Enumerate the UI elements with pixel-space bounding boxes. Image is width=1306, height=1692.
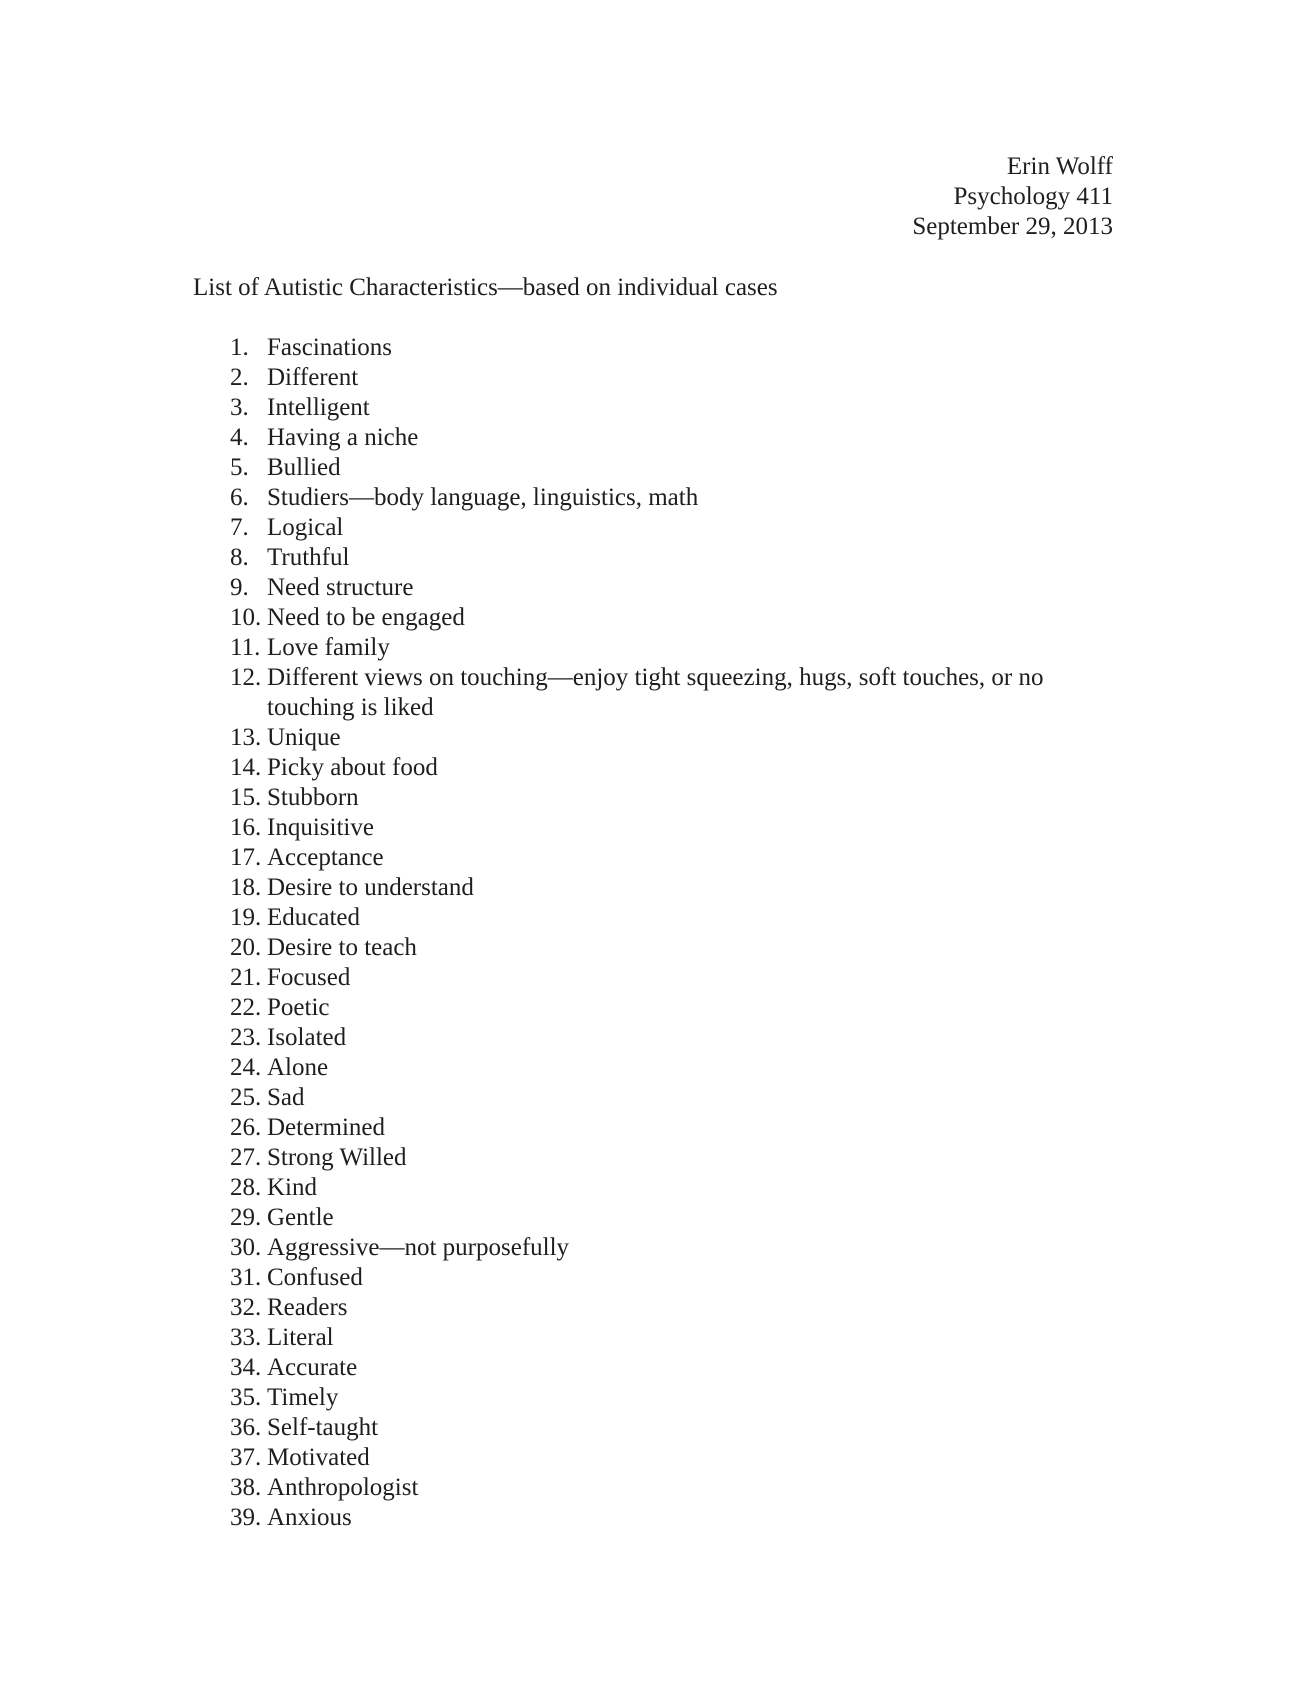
list-item-number: 31.	[230, 1264, 262, 1291]
list-item	[230, 423, 1110, 453]
list-item	[230, 333, 1110, 363]
list-item-text: Studiers—body language, linguistics, math	[267, 484, 699, 511]
list-item-text: Literal	[267, 1324, 334, 1351]
list-item	[230, 873, 1110, 903]
list-item	[230, 1263, 1110, 1293]
list-item-number: 35.	[230, 1384, 262, 1411]
list-item-text: Intelligent	[267, 394, 370, 421]
list-item-number: 27.	[230, 1144, 262, 1171]
list-item-text: Picky about food	[267, 754, 438, 781]
list-item-number: 17.	[230, 844, 262, 871]
list-item	[230, 1083, 1110, 1113]
list-item-number: 32.	[230, 1294, 262, 1321]
list-item-text: Gentle	[267, 1204, 334, 1231]
list-item-text: Anxious	[267, 1504, 352, 1531]
list-item-text: Anthropologist	[267, 1474, 419, 1501]
list-item	[230, 1323, 1110, 1353]
list-item	[230, 1053, 1110, 1083]
list-item-number: 11.	[230, 634, 261, 661]
list-item	[230, 1353, 1110, 1383]
list-item-text: Focused	[267, 964, 351, 991]
list-item-text: Unique	[267, 724, 341, 751]
list-item-text: Timely	[267, 1384, 339, 1411]
list-item-number: 37.	[230, 1444, 262, 1471]
list-item	[230, 513, 1110, 543]
list-item-number: 8.	[230, 544, 249, 571]
list-item-number: 30.	[230, 1234, 262, 1261]
list-item-text: Stubborn	[267, 784, 359, 811]
list-item-text: Alone	[267, 1054, 329, 1081]
list-item-number: 33.	[230, 1324, 262, 1351]
list-item-number: 2.	[230, 364, 249, 391]
list-item	[230, 573, 1110, 603]
list-item-number: 15.	[230, 784, 262, 811]
list-item-number: 10.	[230, 604, 262, 631]
document-title: List of Autistic Characteristics—based on individual cases	[193, 274, 778, 301]
list-item-text: Confused	[267, 1264, 363, 1291]
list-item	[230, 1383, 1110, 1413]
list-item-number: 13.	[230, 724, 262, 751]
list-item	[230, 1173, 1110, 1203]
list-item	[230, 1233, 1110, 1263]
list-item	[230, 933, 1110, 963]
course-name: Psychology 411	[953, 183, 1113, 210]
list-item-text: Need to be engaged	[267, 604, 465, 631]
list-item-text: Inquisitive	[267, 814, 374, 841]
list-item-text: Accurate	[267, 1354, 358, 1381]
list-item-number: 16.	[230, 814, 262, 841]
list-item-number: 20.	[230, 934, 262, 961]
list-item	[230, 363, 1110, 393]
list-item	[230, 813, 1110, 843]
list-item-number: 28.	[230, 1174, 262, 1201]
list-item-text: Bullied	[267, 454, 341, 481]
list-item	[230, 453, 1110, 483]
list-item-text: Desire to understand	[267, 874, 474, 901]
list-item-number: 25.	[230, 1084, 262, 1111]
list-item-number: 3.	[230, 394, 249, 421]
list-item-text: Having a niche	[267, 424, 419, 451]
list-item	[230, 783, 1110, 813]
list-item-text: Motivated	[267, 1444, 370, 1471]
list-item-text: Isolated	[267, 1024, 347, 1051]
list-item	[230, 663, 1110, 723]
list-item	[230, 1023, 1110, 1053]
list-item-number: 39.	[230, 1504, 262, 1531]
list-item-number: 1.	[230, 334, 249, 361]
list-item-number: 23.	[230, 1024, 262, 1051]
list-item-number: 38.	[230, 1474, 262, 1501]
characteristics-list	[230, 333, 1110, 1533]
list-item-text: Love family	[267, 634, 390, 661]
list-item	[230, 1413, 1110, 1443]
list-item	[230, 1443, 1110, 1473]
list-item	[230, 723, 1110, 753]
list-item	[230, 603, 1110, 633]
list-item	[230, 1473, 1110, 1503]
list-item	[230, 963, 1110, 993]
list-item	[230, 393, 1110, 423]
list-item-text: Desire to teach	[267, 934, 417, 961]
list-item-number: 7.	[230, 514, 249, 541]
author-name: Erin Wolff	[1006, 153, 1113, 180]
list-item	[230, 1203, 1110, 1233]
document-date: September 29, 2013	[912, 213, 1113, 240]
list-item-text: Fascinations	[267, 334, 392, 361]
list-item	[230, 993, 1110, 1023]
list-item-text: Truthful	[267, 544, 350, 571]
list-item-number: 4.	[230, 424, 249, 451]
list-item-number: 9.	[230, 574, 249, 601]
list-item-text: Different	[267, 364, 359, 391]
list-item	[230, 1143, 1110, 1173]
list-item-number: 36.	[230, 1414, 262, 1441]
list-item-text: Self-taught	[267, 1414, 379, 1441]
list-item-number: 22.	[230, 994, 262, 1021]
list-item-number: 34.	[230, 1354, 262, 1381]
list-item-number: 14.	[230, 754, 262, 781]
list-item-number: 5.	[230, 454, 249, 481]
list-item-text: Aggressive—not purposefully	[267, 1234, 570, 1261]
list-item-number: 21.	[230, 964, 262, 991]
list-item-text: Educated	[267, 904, 361, 931]
list-item-number: 26.	[230, 1114, 262, 1141]
list-item	[230, 483, 1110, 513]
list-item	[230, 633, 1110, 663]
list-item-text: Sad	[267, 1084, 305, 1111]
list-item-number: 6.	[230, 484, 249, 511]
list-item	[230, 1113, 1110, 1143]
list-item-number: 12.	[230, 664, 262, 691]
list-item	[230, 1503, 1110, 1533]
list-item-text: Poetic	[267, 994, 330, 1021]
header-block	[912, 152, 1113, 242]
list-item	[230, 903, 1110, 933]
list-item-text: Strong Willed	[267, 1144, 407, 1171]
list-item-text: Logical	[267, 514, 344, 541]
list-item-number: 29.	[230, 1204, 262, 1231]
list-item	[230, 843, 1110, 873]
list-item-text: Different views on touching—enjoy tight squeezing, hugs, soft touches, or no touching is liked	[267, 664, 1044, 721]
list-item-number: 18.	[230, 874, 262, 901]
list-item-text: Determined	[267, 1114, 386, 1141]
list-item	[230, 543, 1110, 573]
list-item-text: Need structure	[267, 574, 414, 601]
list-item	[230, 1293, 1110, 1323]
list-item-number: 24.	[230, 1054, 262, 1081]
list-item	[230, 753, 1110, 783]
list-item-text: Kind	[267, 1174, 317, 1201]
list-item-text: Acceptance	[267, 844, 384, 871]
list-item-number: 19.	[230, 904, 262, 931]
list-item-text: Readers	[267, 1294, 348, 1321]
